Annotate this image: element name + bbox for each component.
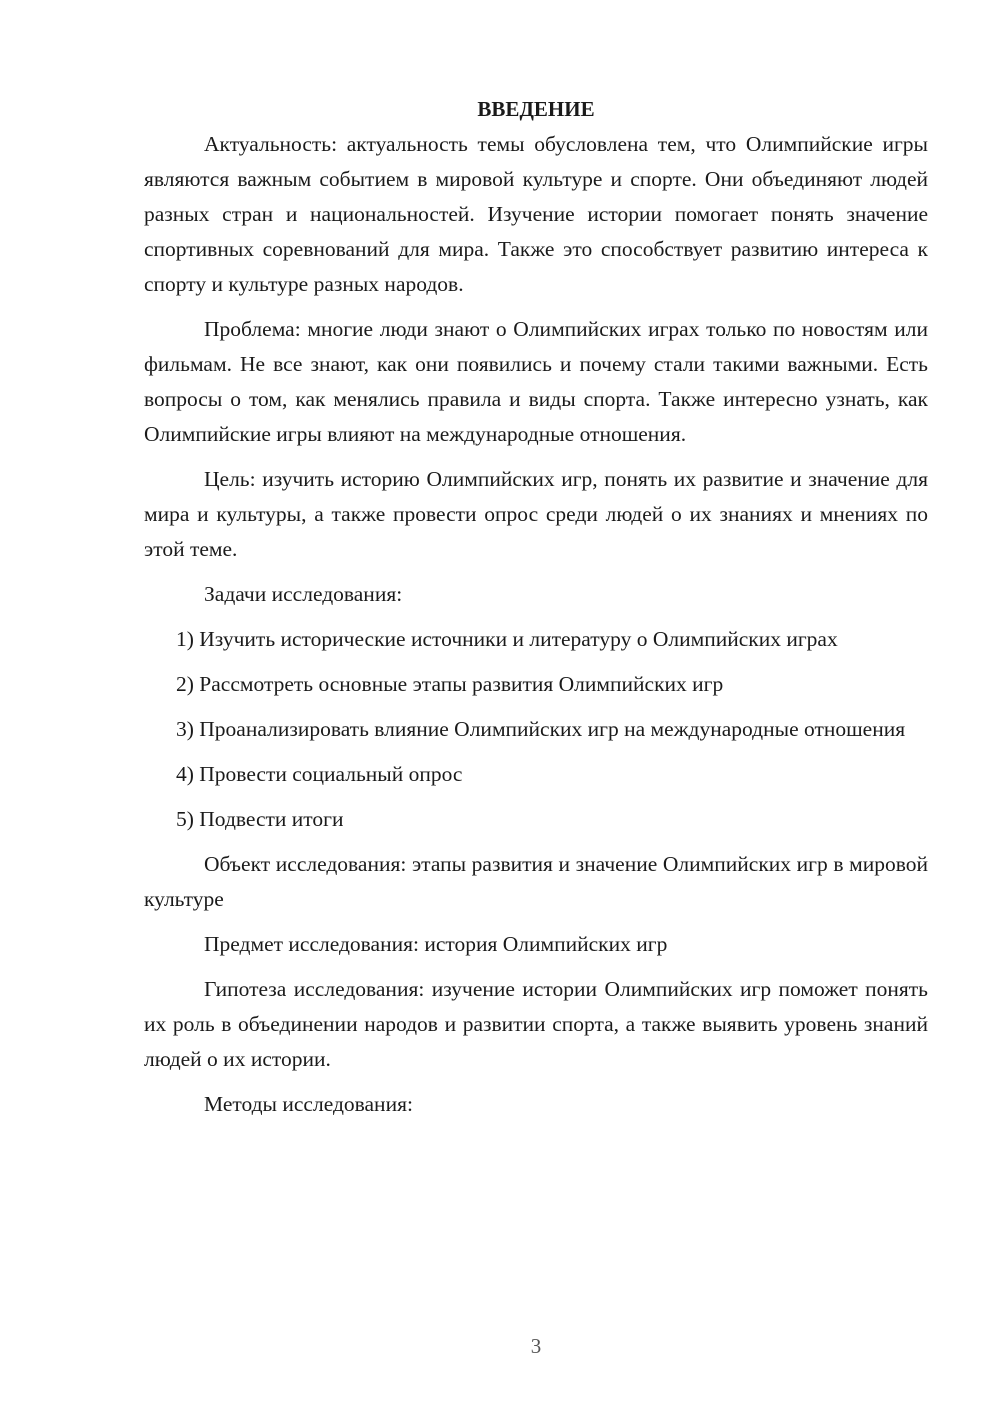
methods-heading: Методы исследования: (204, 1092, 413, 1116)
page-title: ВВЕДЕНИЕ (477, 97, 595, 121)
list-item: 5) Подвести итоги (176, 807, 344, 831)
tasks-list (144, 622, 928, 837)
list-item: 2) Рассмотреть основные этапы развития Олимпийских игр (176, 672, 724, 696)
problem-paragraph: Проблема: многие люди знают о Олимпийских играх только по новостям или фильмам. Не все знают, как они появились и почему стали такими важными. Есть вопросы о том, как менялись правила и виды спорта. Также интересно узнать, как Олимпийские игры влияют на международные отношения. (144, 317, 928, 446)
page-body (144, 92, 928, 1132)
tasks-heading: Задачи исследования: (204, 582, 403, 606)
hypothesis-paragraph: Гипотеза исследования: изучение истории Олимпийских игр поможет понять их роль в объединении народов и развитии спорта, а также выявить уровень знаний людей о их истории. (144, 977, 928, 1071)
subject-paragraph: Предмет исследования: история Олимпийских игр (204, 932, 668, 956)
list-item: 4) Провести социальный опрос (176, 762, 463, 786)
relevance-paragraph: Актуальность: актуальность темы обусловлена тем, что Олимпийские игры являются важным событием в мировой культуре и спорте. Они объединяют людей разных стран и национальностей. Изучение истории помогает понять значение спортивных соревнований для мира. Также это способствует развитию интереса к спорту и культуре разных народов. (144, 132, 928, 296)
list-item: 3) Проанализировать влияние Олимпийских игр на международные отношения (176, 717, 906, 741)
list-item: 1) Изучить исторические источники и литературу о Олимпийских играх (176, 627, 838, 651)
object-paragraph: Объект исследования: этапы развития и значение Олимпийских игр в мировой культуре (144, 852, 928, 911)
page-number: 3 (530, 1334, 542, 1358)
goal-paragraph: Цель: изучить историю Олимпийских игр, понять их развитие и значение для мира и культуры, а также провести опрос среди людей о их знаниях и мнениях по этой теме. (144, 467, 928, 561)
